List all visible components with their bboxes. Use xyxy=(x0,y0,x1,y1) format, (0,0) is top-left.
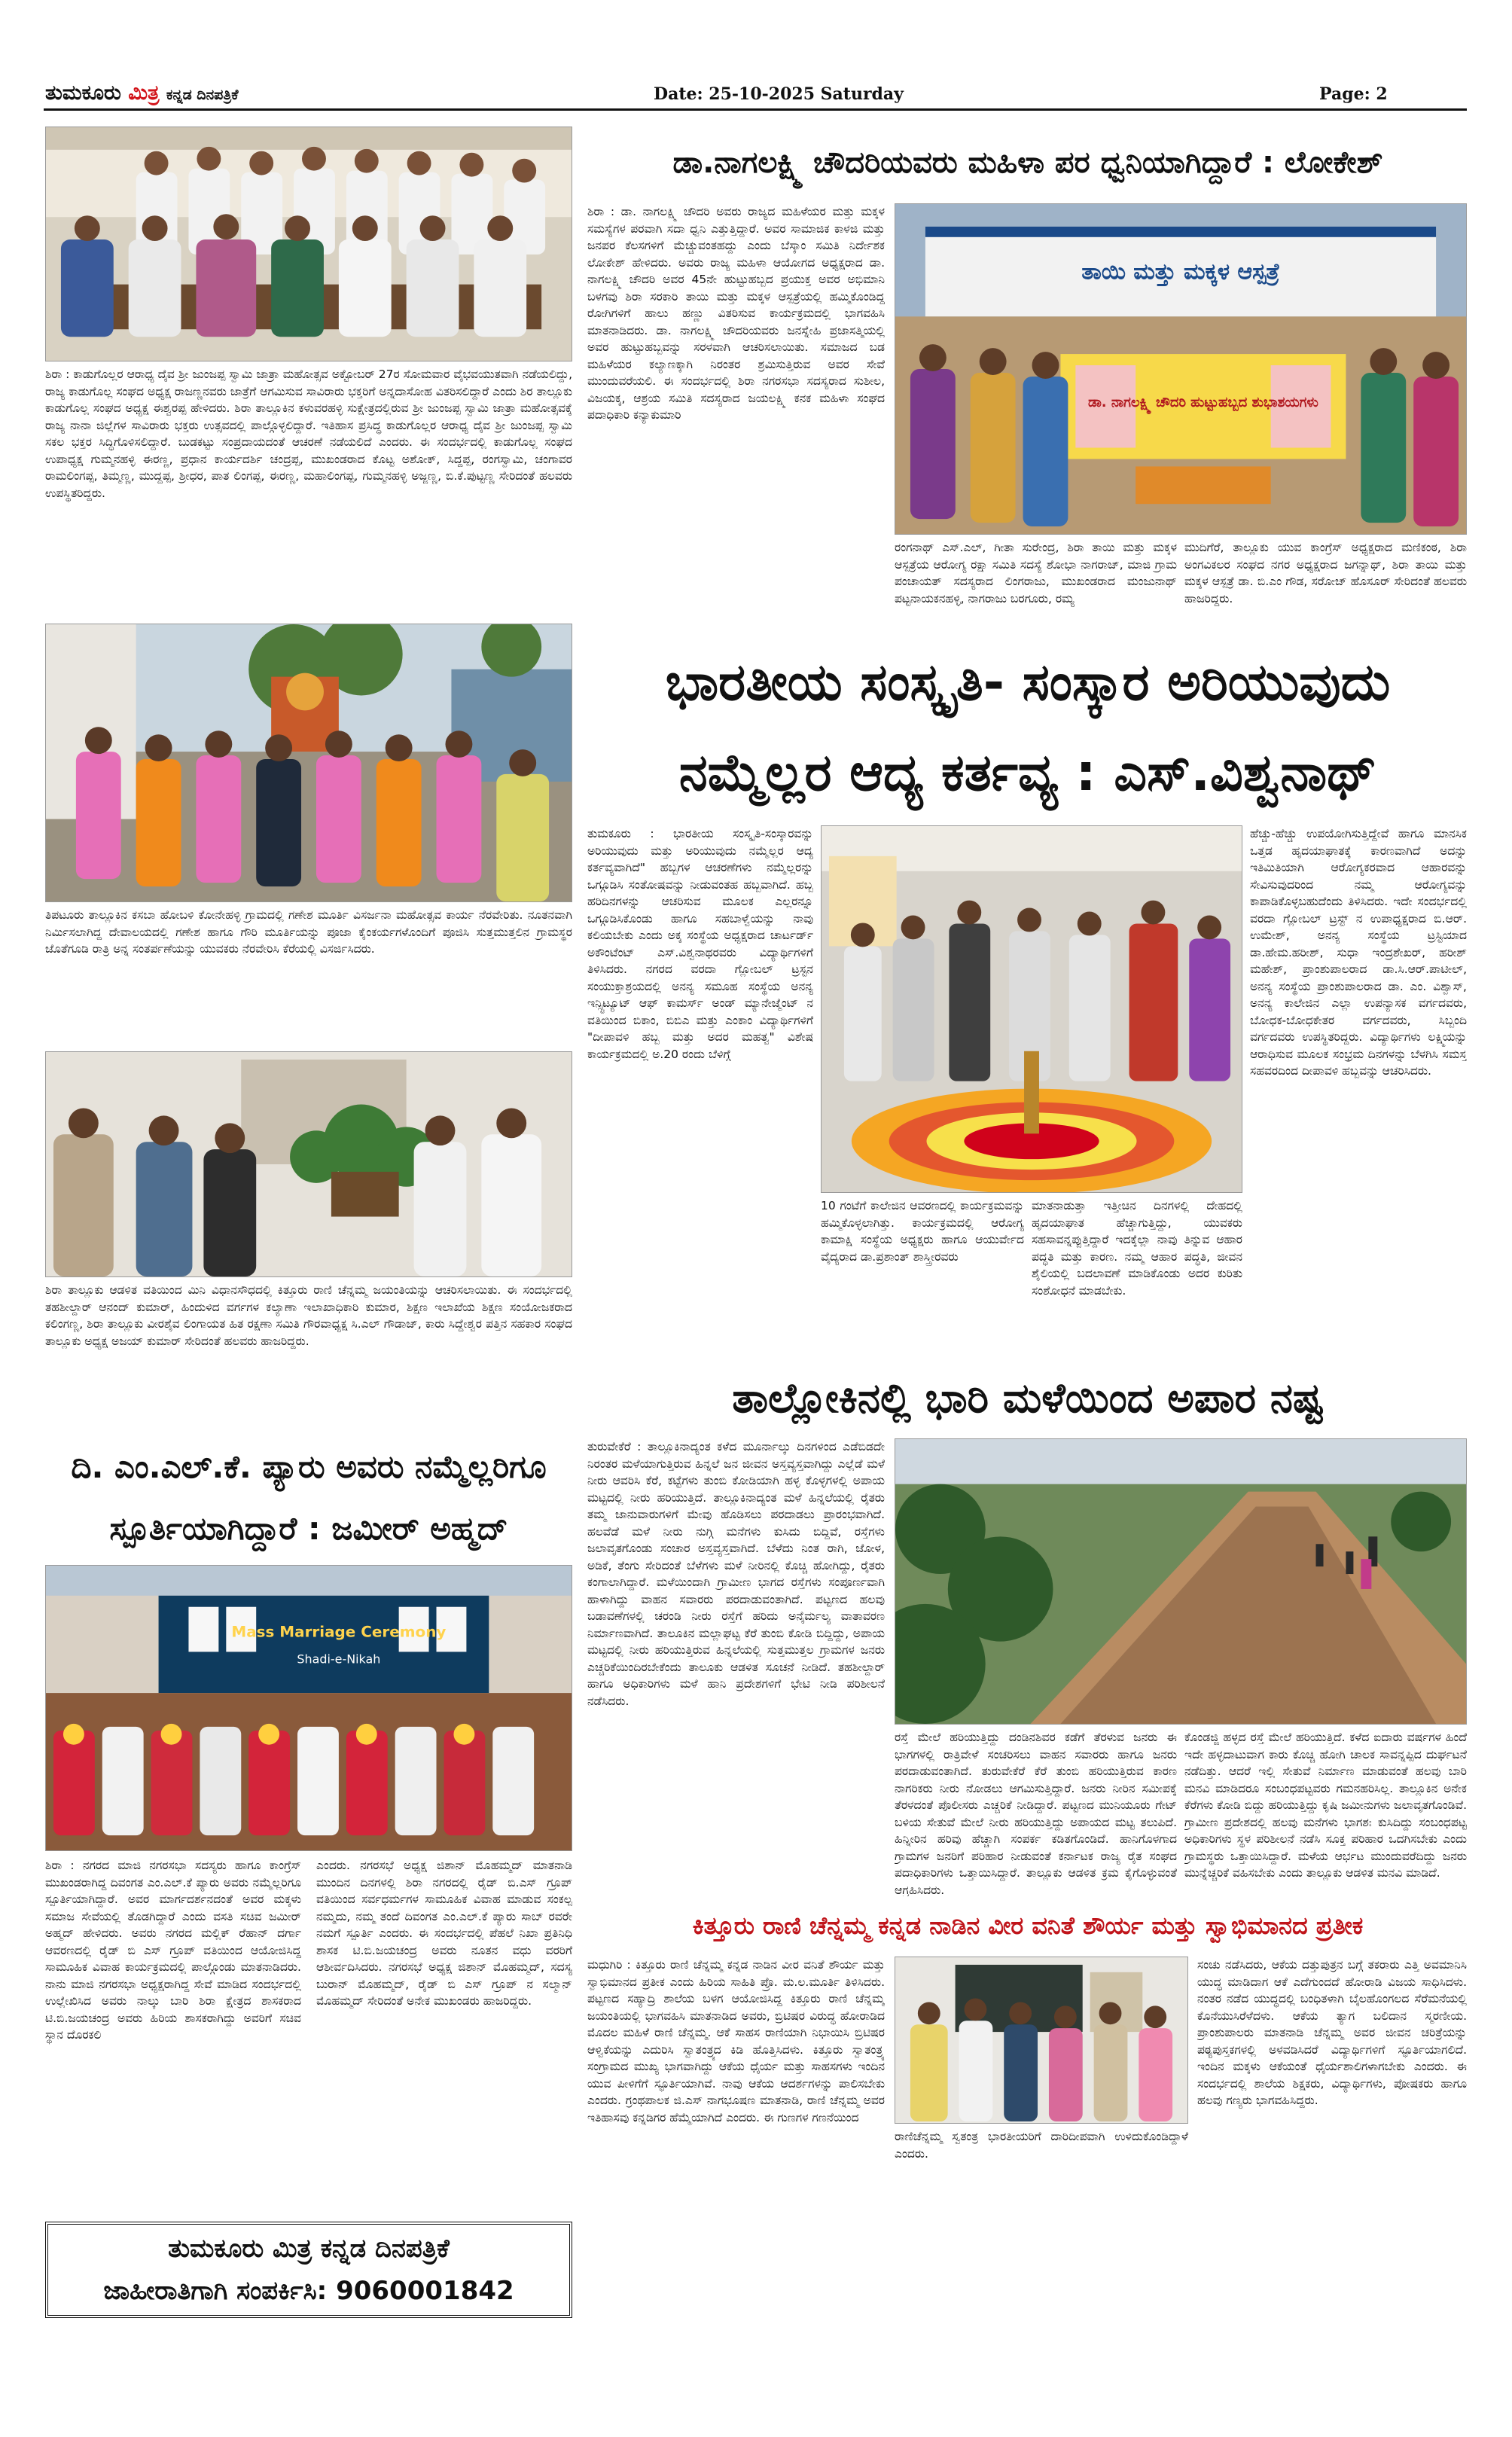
story-chennamma-left: ಮಧುಗಿರಿ : ಕಿತ್ತೂರು ರಾಣಿ ಚೆನ್ನಮ್ಮ ಕನ್ನಡ ನಾಡಿನ ವೀರ ವನಿತೆ ಶೌರ್ಯ ಮತ್ತು ಸ್ವಾಭಿಮಾನದ ಪ್ರತೀಕ ಎಂದು ಹಿರಿಯ ಸಾಹಿತಿ ಪ್ರೊ. ಮ.ಲ.ಮೂರ್ತಿ ತಿಳಿಸಿದರು. ಪಟ್ಟಣದ ಸಹ್ಯಾದ್ರಿ ಶಾಲೆಯ ಬಳಗ ಆಯೋಜಿಸಿದ್ದ ಕಿತ್ತೂರು ರಾಣಿ ಚೆನ್ನಮ್ಮ ಜಯಂತಿಯಲ್ಲಿ ಭಾಗವಹಿಸಿ ಮಾತನಾಡಿದ ಅವರು, ಬ್ರಿಟಿಷರ ವಿರುದ್ಧ ಹೋರಾಡಿದ ಮೊದಲ ಮಹಿಳೆ ರಾಣಿ ಚೆನ್ನಮ್ಮ. ಆಕೆ ಸಾಹಸ ರಾಣಿಯಾಗಿ ನಿಭಾಯಿಸಿ ಬ್ರಿಟಿಷರ ಆಳ್ವಿಕೆಯನ್ನು ಎದುರಿಸಿ ಸ್ವಾತಂತ್ರ್ಯದ ಕಿಡಿ ಹೊತ್ತಿಸಿದಳು. ಕಿತ್ತೂರು ಸ್ವಾತಂತ್ರ್ಯ ಸಂಗ್ರಾಮದ ಮುಖ್ಯ ಭಾಗವಾಗಿದ್ದು ಆಕೆಯ ಧೈರ್ಯ ಮತ್ತು ಸಾಹಸಗಳು ಇಂದಿನ ಯುವ ಪೀಳಿಗೆಗೆ ಸ್ಫೂರ್ತಿಯಾಗಿವೆ. ನಾವು ಆಕೆಯ ಆದರ್ಶಗಳನ್ನು ಪಾಲಿಸಬೇಕು ಎಂದರು. ಗ್ರಂಥಪಾಲಕ ಜಿ.ಎಸ್ ನಾಗಭೂಷಣ ಮಾತನಾಡಿ, ರಾಣಿ ಚೆನ್ನಮ್ಮ ಅವರ ಇತಿಹಾಸವು ಕನ್ನಡಿಗರ ಹೆಮ್ಮೆಯಾಗಿದೆ ಎಂದರು. ಈ ಗುಣಗಳ ಗಣನೆಯಿಂದ xyxy=(587,1958,885,2124)
banner-text-mass-marriage: Mass Marriage Ceremony xyxy=(231,1623,447,1641)
story-nagalakshmi-bottom-a: ರಂಗನಾಥ್ ಎಸ್.ಎಲ್, ಗೀತಾ ಸುರೇಂದ್ರ, ಶಿರಾ ತಾಯಿ ಮತ್ತು ಮಕ್ಕಳ ಆಸ್ಪತ್ರೆಯ ಆರೋಗ್ಯ ರಕ್ಷಾ ಸಮಿತಿ ಸದಸ್ಯೆ ಶೋಭಾ ನಾಗರಾಜ್, ಮಾಜಿ ಗ್ರಾಮ ಪಂಚಾಯತ್ ಸದಸ್ಯರಾದ ಲಿಂಗರಾಜು, ಮುಖಂಡರಾದ ಮಂಜುನಾಥ್ ಪಟ್ಟನಾಯಕನಹಳ್ಳಿ, ನಾಗರಾಜು ಬರಗೂರು, ರಮ್ಯ xyxy=(895,541,1177,605)
story-samskruti-mid: 10 ಗಂಟೆಗೆ ಕಾಲೇಜಿನ ಆವರಣದಲ್ಲಿ ಕಾರ್ಯಕ್ರಮವನ್ನು ಹಮ್ಮಿಕೊಳ್ಳಲಾಗಿತ್ತು. ಕಾರ್ಯಕ್ರಮದಲ್ಲಿ ಆರೋಗ್ಯ ಕಾಮಾಕ್ಷಿ ಸಂಸ್ಥೆಯ ಅಧ್ಯಕ್ಷರು ಹಾಗೂ ಆಯುರ್ವೇದ ವೈದ್ಯರಾದ ಡಾ.ಪ್ರಶಾಂತ್ ಶಾಸ್ತ್ರೀರವರು xyxy=(821,1199,1024,1264)
masthead xyxy=(45,81,239,105)
headline-heavy-rain: ತಾಲ್ಲೋಕಿನಲ್ಲಿ ಭಾರಿ ಮಳೆಯಿಂದ ಅಪಾರ ನಷ್ಟ xyxy=(732,1374,1324,1422)
story-rain-right: ಕೊಂಡಜ್ಜಿ ಹಳ್ಳದ ರಸ್ತೆ ಮೇಲೆ ಹರಿಯುತ್ತಿದೆ. ಕಳೆದ ಐದಾರು ವರ್ಷಗಳ ಹಿಂದೆ ಇದೇ ಹಳ್ಳದಾಟುವಾಗ ಕಾರು ಕೊಚ್ಚಿ ಹೋಗಿ ಚಾಲಕ ಸಾವನ್ನಪ್ಪಿದ ದುರ್ಘಟನೆ ನಡೆದಿತ್ತು. ಆದರೆ ಇಲ್ಲಿ ಸೇತುವೆ ನಿರ್ಮಾಣ ಮಾಡುವಂತೆ ಹಲವು ಬಾರಿ ಮನವಿ ಮಾಡಿದರೂ ಸಂಬಂಧಪಟ್ಟವರು ಗಮನಹರಿಸಿಲ್ಲ. ತಾಲ್ಲೂಕಿನ ಅನೇಕ ಕೆರೆಗಳು ಕೋಡಿ ಬಿದ್ದು ಹರಿಯುತ್ತಿದ್ದು ಕೃಷಿ ಜಮೀನುಗಳು ಜಲಾವೃತಗೊಂಡಿವೆ. ಗ್ರಾಮೀಣ ಪ್ರದೇಶದಲ್ಲಿ ಹಲವು ಮನೆಗಳು ಭಾಗಶಃ ಕುಸಿದಿದ್ದು ಸಂಬಂಧಪಟ್ಟ ಅಧಿಕಾರಿಗಳು ಸ್ಥಳ ಪರಿಶೀಲನೆ ನಡೆಸಿ ಸೂಕ್ತ ಪರಿಹಾರ ಒದಗಿಸಬೇಕು ಎಂದು ಗ್ರಾಮಸ್ಥರು ಒತ್ತಾಯಿಸಿದ್ದಾರೆ. ಮಳೆಯ ಆರ್ಭಟ ಮುಂದುವರೆದಿದ್ದು ಜನರು ಮುನ್ನೆಚ್ಚರಿಕೆ ವಹಿಸಬೇಕು ಎಂದು ತಾಲ್ಲೂಕು ಆಡಳಿತ ಮನವಿ ಮಾಡಿದೆ. xyxy=(1184,1731,1467,1880)
story-rain-mid: ರಸ್ತೆ ಮೇಲೆ ಹರಿಯುತ್ತಿದ್ದು ದಂಡಿನಶಿವರ ಕಡೆಗೆ ತೆರಳುವ ಜನರು ಈ ಭಾಗಗಳಲ್ಲಿ ರಾತ್ರಿವೇಳೆ ಸಂಚರಿಸಲು ವಾಹನ ಸವಾರರು ಹಾಗೂ ಜನರು ಪರದಾಡುವಂತಾಗಿದೆ. ತುರುವೇಕೆರೆ ಕೆರೆ ತುಂಬಿ ಹರಿಯುತ್ತಿರುವ ಕಾರಣ ನಾಗರಿಕರು ನೀರು ನೋಡಲು ಆಗಮಿಸುತ್ತಿದ್ದಾರೆ. ಜನರು ನೀರಿನ ಸಮೀಪಕ್ಕೆ ತೆರಳದಂತೆ ಪೊಲೀಸರು ಎಚ್ಚರಿಕೆ ನೀಡಿದ್ದಾರೆ. ಪಟ್ಟಣದ ಮುನಿಯೂರು ಗೇಟ್ ಬಳಿಯ ಸೇತುವೆ ಮೇಲೆ ನೀರು ಹರಿಯುತ್ತಿದ್ದು ಅಪಾಯದ ಮಟ್ಟ ತಲುಪಿದೆ. ಹಿನ್ನೀರಿನ ಹರಿವು ಹೆಚ್ಚಾಗಿ ಸಂಪರ್ಕ ಕಡಿತಗೊಂಡಿದೆ. ಹಾನಿಗೊಳಗಾದ ಗ್ರಾಮಗಳ ಜನರಿಗೆ ಪರಿಹಾರ ನೀಡುವಂತೆ ಕರ್ನಾಟಕ ರಾಜ್ಯ ರೈತ ಸಂಘದ ಪದಾಧಿಕಾರಿಗಳು ಒತ್ತಾಯಿಸಿದ್ದಾರೆ. ತಾಲ್ಲೂಕು ಆಡಳಿತ ಕ್ರಮ ಕೈಗೊಳ್ಳುವಂತೆ ಆಗ್ರಹಿಸಿದರು. xyxy=(895,1731,1177,1896)
story-chennamma-right: ಸಂಚು ನಡೆಸಿದರು, ಆಕೆಯ ದತ್ತುಪುತ್ರನ ಬಗ್ಗೆ ತಕರಾರು ಎತ್ತಿ ಅವಮಾನಿಸಿ ಯುದ್ಧ ಮಾಡಿದಾಗ ಆಕೆ ಎದೆಗುಂದದೆ ಹೋರಾಡಿ ವಿಜಯ ಸಾಧಿಸಿದಳು. ನಂತರ ನಡೆದ ಯುದ್ಧದಲ್ಲಿ ಬಂಧಿತಳಾಗಿ ಬೈಲಹೊಂಗಲದ ಸೆರೆಮನೆಯಲ್ಲಿ ಕೊನೆಯುಸಿರೆಳೆದಳು. ಆಕೆಯ ತ್ಯಾಗ ಬಲಿದಾನ ಸ್ಮರಣೀಯ. ಪ್ರಾಂಶುಪಾಲರು ಮಾತನಾಡಿ ಚೆನ್ನಮ್ಮ ಅವರ ಜೀವನ ಚರಿತ್ರೆಯನ್ನು ಪಠ್ಯಪುಸ್ತಕಗಳಲ್ಲಿ ಅಳವಡಿಸಿದರೆ ವಿದ್ಯಾರ್ಥಿಗಳಿಗೆ ಸ್ಫೂರ್ತಿಯಾಗಲಿದೆ. ಇಂದಿನ ಮಕ್ಕಳು ಆಕೆಯಂತೆ ಧೈರ್ಯಶಾಲಿಗಳಾಗಬೇಕು ಎಂದರು. ಈ ಸಂದರ್ಭದಲ್ಲಿ ಶಾಲೆಯ ಶಿಕ್ಷಕರು, ವಿದ್ಯಾರ್ಥಿಗಳು, ಪೋಷಕರು ಹಾಗೂ ಹಲವು ಗಣ್ಯರು ಭಾಗವಹಿಸಿದ್ದರು. xyxy=(1197,1958,1467,2107)
caption-ganesha-visarjane: ತಿಪಟೂರು ತಾಲ್ಲೂಕಿನ ಕಸಬಾ ಹೋಬಳಿ ಕೋನೇಹಳ್ಳಿ ಗ್ರಾಮದಲ್ಲಿ ಗಣೇಶ ಮೂರ್ತಿ ವಿಸರ್ಜನಾ ಮಹೋತ್ಸವ ಕಾರ್ಯ ನೆರವೇರಿತು. ನೂತನವಾಗಿ ನಿರ್ಮಿಸಲಾಗಿದ್ದ ದೇವಾಲಯದಲ್ಲಿ ಗಣೇಶ ಹಾಗೂ ಗೌರಿ ಮೂರ್ತಿಯನ್ನು ಪೂಜಾ ಕೈಂಕರ್ಯಗಳೊಂದಿಗೆ ಪೂಜಿಸಿ ಸುತ್ತಮುತ್ತಲಿನ ಗ್ರಾಮಸ್ಥರ ಜೊತೆಗೂಡಿ ರಾತ್ರಿ ಅನ್ನ ಸಂತರ್ಪಣೆಯನ್ನು ಯುವಕರು ನೆರವೇರಿಸಿ ಕೆರೆಯಲ್ಲಿ ವಿಸರ್ಜಿಸಿದರು. xyxy=(45,908,572,956)
page-number: Page: 2 xyxy=(1319,84,1388,104)
headline-nagalakshmi: ಡಾ.ನಾಗಲಕ್ಷ್ಮಿ ಚೌದರಿಯವರು ಮಹಿಳಾ ಪರ ಧ್ವನಿಯಾಗಿದ್ದಾರೆ : ಲೋಕೇಶ್ xyxy=(672,145,1383,180)
ad-line-contact: ಜಾಹೀರಾತಿಗಾಗಿ ಸಂಪರ್ಕಿಸಿ: 9060001842 xyxy=(103,2276,514,2306)
photo-ganesha-procession xyxy=(45,624,572,902)
birthday-banner-text: ಡಾ. ನಾಗಲಕ್ಷ್ಮಿ ಚೌದರಿ ಹುಟ್ಟುಹಬ್ಬದ ಶುಭಾಶಯಗಳು xyxy=(1088,394,1318,410)
headline-kittur-chennamma: ಕಿತ್ತೂರು ರಾಣಿ ಚೆನ್ನಮ್ಮ ಕನ್ನಡ ನಾಡಿನ ವೀರ ವನಿತೆ ಶೌರ್ಯ ಮತ್ತು ಸ್ವಾಭಿಮಾನದ ಪ್ರತೀಕ xyxy=(692,1911,1364,1940)
photo-flooded-road xyxy=(895,1438,1467,1725)
photo-hospital-celebration xyxy=(895,203,1467,535)
story-rain-left: ತುರುವೇಕೆರೆ : ತಾಲ್ಲೂಕಿನಾದ್ಯಂತ ಕಳೆದ ಮೂರ್ನಾಲ್ಕು ದಿನಗಳಿಂದ ಎಡೆಬಿಡದೇ ನಿರಂತರ ಮಳೆಯಾಗುತ್ತಿರುವ ಹಿನ್ನಲೆ ಜನ ಜೀವನ ಅಸ್ತವ್ಯಸ್ತವಾಗಿದ್ದು ಎಲ್ಲೆಡೆ ಮಳೆ ನೀರು ಆವರಿಸಿ ಕೆರೆ, ಕಟ್ಟೆಗಳು ತುಂಬಿ ಕೋಡಿಯಾಗಿ ಹಳ್ಳ ಕೊಳ್ಳಗಳಲ್ಲಿ ಅಪಾಯ ಮಟ್ಟದಲ್ಲಿ ನೀರು ಹರಿಯುತ್ತಿದೆ. ತಾಲ್ಲೂಕಿನಾದ್ಯಂತ ಮಳೆ ಹಿನ್ನಲೆಯಲ್ಲಿ ರೈತರು ತಮ್ಮ ಜಾನುವಾರುಗಳಿಗೆ ಮೇವು ಹೊಡಿಸಲು ಪರದಾಡಲು ಪ್ರಾರಂಭವಾಗಿದೆ. ಹಲವೆಡೆ ಮಳೆ ನೀರು ನುಗ್ಗಿ ಮನೆಗಳು ಕುಸಿದು ಬಿದ್ದಿವೆ, ರಸ್ತೆಗಳು ಜಲಾವೃತಗೊಂಡು ಸಂಚಾರ ಅಸ್ತವ್ಯಸ್ತವಾಗಿದೆ. ಬೆಳೆದು ನಿಂತ ರಾಗಿ, ಜೋಳ, ಅಡಿಕೆ, ತೆಂಗು ಸೇರಿದಂತೆ ಬೆಳೆಗಳು ಮಳೆ ನೀರಿನಲ್ಲಿ ಕೊಚ್ಚಿ ಹೋಗಿದ್ದು, ರೈತರು ಕಂಗಾಲಾಗಿದ್ದಾರೆ. ಮಳೆಯಿಂದಾಗಿ ಗ್ರಾಮೀಣ ಭಾಗದ ರಸ್ತೆಗಳು ಸಂಪೂರ್ಣವಾಗಿ ಹಾಳಾಗಿದ್ದು ವಾಹನ ಸವಾರರು ಪರದಾಡುವಂತಾಗಿದೆ. ಪಟ್ಟಣದ ಹಲವು ಬಡಾವಣೆಗಳಲ್ಲಿ ಚರಂಡಿ ನೀರು ರಸ್ತೆಗೆ ಹರಿದು ಅನೈರ್ಮಲ್ಯ ವಾತಾವರಣ ನಿರ್ಮಾಣವಾಗಿದೆ. ತಾಲೂಕಿನ ಮಲ್ಲಾಘಟ್ಟ ಕೆರೆ ತುಂಬಿ ಕೋಡಿ ಬಿದ್ದಿದ್ದು, ಅಪಾಯ ಮಟ್ಟದಲ್ಲಿ ನೀರು ಹರಿಯುತ್ತಿರುವ ಹಿನ್ನಲೆಯಲ್ಲಿ ಸುತ್ತಮುತ್ತಲ ಗ್ರಾಮಗಳ ಜನರು ಎಚ್ಚರಿಕೆಯಿಂದಿರಬೇಕೆಂದು ತಾಲೂಕು ಆಡಳಿತ ಸೂಚನೆ ನೀಡಿದೆ. ತಹಶೀಲ್ದಾರ್ ಹಾಗೂ ಅಧಿಕಾರಿಗಳು ಮಳೆ ಹಾನಿ ಪ್ರದೇಶಗಳಿಗೆ ಭೇಟಿ ನೀಡಿ ಪರಿಶೀಲನೆ ನಡೆಸಿದರು. xyxy=(587,1440,885,1708)
photo-group-meeting xyxy=(45,127,572,361)
caption-chennamma-school: ರಾಣಿಚೆನ್ನಮ್ಮ ಸ್ವತಂತ್ರ ಭಾರತೀಯರಿಗೆ ದಾರಿದೀಪವಾಗಿ ಉಳಿದುಕೊಂಡಿದ್ದಾಳೆ ಎಂದರು. xyxy=(895,2130,1188,2161)
story-samskruti-right: ಹೆಚ್ಚು-ಹೆಚ್ಚು ಉಪಯೋಗಿಸುತ್ತಿದ್ದೇವೆ ಹಾಗೂ ಮಾನಸಿಕ ಒತ್ತಡ ಹೃದಯಾಘಾತಕ್ಕೆ ಕಾರಣವಾಗಿದೆ ಅದನ್ನು ಇತಿಮಿತಿಯಾಗಿ ಆರೋಗ್ಯಕರವಾದ ಆಹಾರವನ್ನು ಸೇವಿಸುವುದರಿಂದ ನಮ್ಮ ಆರೋಗ್ಯವನ್ನು ಕಾಪಾಡಿಕೊಳ್ಳಬಹುದೆಂದು ತಿಳಿಸಿದರು. ಇದೇ ಸಂದರ್ಭದಲ್ಲಿ ವರದಾ ಗ್ಲೋಬಲ್ ಟ್ರಸ್ಟ್ ನ ಉಪಾಧ್ಯಕ್ಷರಾದ ಬಿ.ಆರ್. ಉಮೇಶ್, ಅನನ್ಯ ಸಂಸ್ಥೆಯ ಟ್ರಸ್ಟಿಯಾದ ಡಾ.ಹೇಮ.ಹರೀಶ್, ಸುಧಾ ಇಂದ್ರಶೇಖರ್, ಹರೀಶ್ ಮಹೇಶ್, ಪ್ರಾಂಶುಪಾಲರಾದ ಡಾ.ಸಿ.ಆರ್.ಪಾಟೀಲ್, ಅನನ್ಯ ಸಂಸ್ಥೆಯ ಪ್ರಾಂಶುಪಾಲರಾದ ಡಾ. ಎಂ. ವಿಶ್ವಾಸ್, ಅನನ್ಯ ಕಾಲೇಜಿನ ಎಲ್ಲಾ ಉಪನ್ಯಾಸಕ ವರ್ಗದವರು, ಬೋಧಕ-ಬೋಧಕೇತರ ವರ್ಗದವರು, ಸಿಬ್ಬಂದಿ ವರ್ಗದವರು ಉಪಸ್ಥಿತರಿದ್ದರು. ವಿದ್ಯಾರ್ಥಿಗಳು ಲಕ್ಷ್ಮಿಯನ್ನು ಆರಾಧಿಸುವ ಮೂಲಕ ಸಂಭ್ರಮ ದಿನಗಳನ್ನು ಬೆಳಗಿಸಿ ಸಮಸ್ತ ಸಹವರದಿಂದ ದೀಪಾವಳಿ ಹಬ್ಬವನ್ನು ಆಚರಿಸಿದರು. xyxy=(1250,827,1467,1078)
headline-mlk-pyaru-1: ದಿ. ಎಂ.ಎಲ್.ಕೆ. ಪ್ಯಾರು ಅವರು ನಮ್ಮೆಲ್ಲರಿಗೂ xyxy=(71,1448,547,1485)
story-mlk-pyaru-col2: ಎಂದರು. ನಗರಸಭೆ ಅಧ್ಯಕ್ಷ ಜಿಶಾನ್ ಮೊಹಮ್ಮದ್ ಮಾತನಾಡಿ ಮುಂದಿನ ದಿನಗಳಲ್ಲಿ ಶಿರಾ ನಗರದಲ್ಲಿ ರೈಡ್ ಬಿ.ಎಸ್ ಗ್ರೂಪ್ ವತಿಯಿಂದ ಸರ್ವಧರ್ಮಗಳ ಸಾಮೂಹಿಕ ವಿವಾಹ ಮಾಡುವ ಸಂಕಲ್ಪ ನಮ್ಮದು, ನಮ್ಮ ತಂದೆ ದಿವಂಗತ ಎಂ.ಎಲ್.ಕೆ ಪ್ಯಾರು ಸಾಬ್ ರವರೇ ನಮಗೆ ಸ್ಪೂರ್ತಿ ಎಂದರು. ಈ ಸಂದರ್ಭದಲ್ಲಿ ಪೆಹಲೆ ನಿಖಾ ಪ್ರತಿನಿಧಿ ಶಾಸಕ ಟಿ.ಬಿ.ಜಯಚಂದ್ರ ಅವರು ನೂತನ ವಧು ವರರಿಗೆ ಆಶೀರ್ವದಿಸಿದರು. ನಗರಸಭೆ ಅಧ್ಯಕ್ಷ ಜಿಶಾನ್ ಮೊಹಮ್ಮದ್, ಸದಸ್ಯ ಬುರಾನ್ ಮೊಹಮ್ಮದ್, ರೈಡ್ ಬಿ ಎಸ್ ಗ್ರೂಪ್ ನ ಸಲ್ಮಾನ್ ಮೊಹಮ್ಮದ್ ಸೇರಿದಂತೆ ಅನೇಕ ಮುಖಂಡರು ಹಾಜರಿದ್ದರು. xyxy=(316,1859,572,2008)
issue-date: Date: 25-10-2025 Saturday xyxy=(654,84,904,104)
headline-bharatiya-samskruti-1: ಭಾರತೀಯ ಸಂಸ್ಕೃತಿ- ಸಂಸ್ಕಾರ ಅರಿಯುವುದು xyxy=(665,653,1391,712)
photo-deepavali-lamp-lighting xyxy=(821,825,1242,1193)
story-samskruti-left: ತುಮಕೂರು : ಭಾರತೀಯ ಸಂಸ್ಕೃತಿ-ಸಂಸ್ಕಾರವನ್ನು ಅರಿಯುವುದು ಮತ್ತು ಅರಿಯುವುದು ನಮ್ಮೆಲ್ಲರ ಆದ್ಯ ಕರ್ತವ್ಯವಾಗಿದೆ" ಹಬ್ಬಗಳ ಆಚರಣೆಗಳು ನಮ್ಮೆಲ್ಲರನ್ನು ಒಗ್ಗೂಡಿಸಿ ಸಂತೋಷವನ್ನು ನೀಡುವಂತಹ ಹಬ್ಬವಾಗಿದೆ. ಹಬ್ಬ ಹರಿದಿನಗಳನ್ನು ಆಚರಿಸುವ ಮೂಲಕ ಎಲ್ಲರನ್ನೂ ಒಗ್ಗೂಡಿಸಿಕೊಂಡು ಹಾಗೂ ಸಹಬಾಳ್ವೆಯನ್ನು ನಾವು ಕಲಿಯಬೇಕು ಎಂದು ಅಕ್ಕ ಸಂಸ್ಥೆಯ ಅಧ್ಯಕ್ಷರಾದ ಚಾರ್ಟರ್ಡ್ ಅಕೌಂಟೆಂಟ್ ಎಸ್.ವಿಶ್ವನಾಥರವರು ವಿದ್ಯಾರ್ಥಿಗಳಿಗೆ ತಿಳಿಸಿದರು. ನಗರದ ವರದಾ ಗ್ಲೋಬಲ್ ಟ್ರಸ್ಟನ ಸಂಯುಕ್ತಾಶ್ರಯದಲ್ಲಿ ಅನನ್ಯ ಸಮೂಹ ಸಂಸ್ಥೆಯ ಅನನ್ಯ ಇನ್ಸ್ಟಿಟ್ಯೂಟ್ ಆಫ್ ಕಾಮರ್ಸ್ ಅಂಡ್ ಮ್ಯಾನೇಜ್ಮೆಂಟ್ ನ ವತಿಯಿಂದ ಬಿಕಾಂ, ಬಿಬಿಎ ಮತ್ತು ಎಂಕಾಂ ವಿದ್ಯಾರ್ಥಿಗಳಿಗೆ "ದೀಪಾವಳಿ ಹಬ್ಬ ಮತ್ತು ಅದರ ಮಹತ್ವ" ವಿಶೇಷ ಕಾರ್ಯಕ್ರಮದಲ್ಲಿ ಅ.20 ರಂದು ಬೆಳಿಗ್ಗೆ xyxy=(587,827,813,1061)
caption-chennamma-sira: ಶಿರಾ ತಾಲ್ಲೂಕು ಆಡಳಿತ ವತಿಯಿಂದ ಮಿನಿ ವಿಧಾನಸೌಧದಲ್ಲಿ ಕಿತ್ತೂರು ರಾಣಿ ಚೆನ್ನಮ್ಮ ಜಯಂತಿಯನ್ನು ಆಚರಿಸಲಾಯಿತು. ಈ ಸಂದರ್ಭದಲ್ಲಿ ತಹಶೀಲ್ದಾರ್ ಆನಂದ್ ಕುಮಾರ್, ಹಿಂದುಳಿದ ವರ್ಗಗಳ ಕಲ್ಯಾಣಾ ಇಲಾಖಾಧಿಕಾರಿ ಕುಮಾರ, ಶಿಕ್ಷಣ ಇಲಾಖೆಯ ಶಿಕ್ಷಣ ಸಂಯೋಜಕರಾದ ಕಲಿಂಗಣ್ಣ, ಶಿರಾ ತಾಲ್ಲೂಕು ವೀರಶೈವ ಲಿಂಗಾಯತ ಹಿತ ರಕ್ಷಣಾ ಸಮಿತಿ ಗೌರವಾಧ್ಯಕ್ಷ ಸಿ.ಎಲ್ ಗೌಡಾಜ್, ಕಾರು ಸಿದ್ದೇಶ್ವರ ಪತ್ತಿನ ಸಹಕಾರ ಸಂಘದ ತಾಲ್ಲೂಕು ಅಧ್ಯಕ್ಷ ಅಜಯ್ ಕುಮಾರ್ ಸೇರಿದಂತೆ ಹಲವರು ಹಾಜರಿದ್ದರು. xyxy=(45,1283,572,1348)
hospital-sign-text: ತಾಯಿ ಮತ್ತು ಮಕ್ಕಳ ಆಸ್ಪತ್ರೆ xyxy=(1081,258,1280,285)
headline-mlk-pyaru-2: ಸ್ಪೂರ್ತಿಯಾಗಿದ್ದಾರೆ : ಜಮೀರ್ ಅಹ್ಮದ್ xyxy=(109,1510,508,1547)
photo-chennamma-school xyxy=(895,1957,1188,2124)
masthead-subtitle: ಕನ್ನಡ ದಿನಪತ್ರಿಕೆ xyxy=(166,87,239,103)
photo-chennamma-jayanti xyxy=(45,1051,572,1277)
masthead-name: ತುಮಕೂರು xyxy=(45,81,121,105)
advertisement-box xyxy=(45,2222,572,2318)
story-mlk-pyaru-col1: ಶಿರಾ : ನಗರದ ಮಾಜಿ ನಗರಸಭಾ ಸದಸ್ಯರು ಹಾಗೂ ಕಾಂಗ್ರೆಸ್ ಮುಖಂಡರಾಗಿದ್ದ ದಿವಂಗತ ಎಂ.ಎಲ್.ಕೆ ಪ್ಯಾರು ಅವರು ನಮ್ಮೆಲ್ಲರಿಗೂ ಸ್ಪೂರ್ತಿಯಾಗಿದ್ದಾರೆ. ಅವರ ಮಾರ್ಗದರ್ಶನದಂತೆ ಅವರ ಮಕ್ಕಳು ಸಮಾಜ ಸೇವೆಯಲ್ಲಿ ತೊಡಗಿದ್ದಾರೆ ಎಂದು ವಸತಿ ಸಚಿವ ಜಮೀರ್ ಅಹ್ಮದ್ ಹೇಳಿದರು. ಅವರು ನಗರದ ಮಲ್ಲಿಕ್ ರೆಹಾನ್ ದರ್ಗಾ ಆವರಣದಲ್ಲಿ ರೈಡ್ ಬಿ ಎಸ್ ಗ್ರೂಪ್ ವತಿಯಿಂದ ಆಯೋಜಿಸಿದ್ದ ಸಾಮೂಹಿಕ ವಿವಾಹ ಕಾರ್ಯಕ್ರಮದಲ್ಲಿ ಪಾಲ್ಗೊಂಡು ಮಾತನಾಡಿದರು. ನಾನು ಮಾಜಿ ನಗರಸಭಾ ಅಧ್ಯಕ್ಷರಾಗಿದ್ದ ಸೇವೆ ಮಾಡಿದ ಸಂದರ್ಭದಲ್ಲಿ ಉಲ್ಲೇಖಿಸಿದ ಅವರು ನಾಲ್ಕು ಬಾರಿ ಶಿರಾ ಕ್ಷೇತ್ರದ ಶಾಸಕರಾದ ಟಿ.ಬಿ.ಜಯಚಂದ್ರ ಅವರು ಹಿರಿಯ ಶಾಸಕರಾಗಿದ್ದು ಅವರಿಗೆ ಸಚಿವ ಸ್ಥಾನ ದೊರಕಲಿ xyxy=(45,1859,301,2042)
masthead-mitra: ಮಿತ್ರ xyxy=(128,81,160,105)
header-rule xyxy=(44,108,1467,111)
story-samskruti-mid-2: ಮಾತನಾಡುತ್ತಾ ಇತ್ತೀಚಿನ ದಿನಗಳಲ್ಲಿ ದೇಹದಲ್ಲಿ ಹೃದಯಾಘಾತ ಹೆಚ್ಚಾಗುತ್ತಿದ್ದು, ಯುವಕರು ಸಹಸಾವನ್ನಪ್ಪುತ್ತಿದ್ದಾರೆ ಇದಕ್ಕೆಲ್ಲಾ ನಾವು ತಿನ್ನುವ ಆಹಾರ ಪದ್ಧತಿ ಮತ್ತು ಕಾರಣ. ನಮ್ಮ ಆಹಾರ ಪದ್ಧತಿ, ಜೀವನ ಶೈಲಿಯಲ್ಲಿ ಬದಲಾವಣೆ ಮಾಡಿಕೊಂಡು ಅದರ ಕುರಿತು ಸಂಶೋಧನೆ ಮಾಡಬೇಕು. xyxy=(1032,1199,1242,1298)
story-nagalakshmi-main: ಶಿರಾ : ಡಾ. ನಾಗಲಕ್ಷ್ಮಿ ಚೌದರಿ ಅವರು ರಾಜ್ಯದ ಮಹಿಳೆಯರ ಮತ್ತು ಮಕ್ಕಳ ಸಮಸ್ಯೆಗಳ ಪರವಾಗಿ ಸದಾ ಧ್ವನಿ ಎತ್ತುತ್ತಿದ್ದಾರೆ. ಅವರ ಸಾಮಾಜಿಕ ಕಾಳಜಿ ಮತ್ತು ಜನಪರ ಕೆಲಸಗಳಿಗೆ ಮೆಚ್ಚುವಂತಹದ್ದು ಎಂದು ಬೆಸ್ಕಾಂ ಸಮಿತಿ ನಿರ್ದೇಶಕ ಲೋಕೇಶ್ ಹೇಳಿದರು. ಅವರು ರಾಜ್ಯ ಮಹಿಳಾ ಆಯೋಗದ ಅಧ್ಯಕ್ಷರಾದ ಡಾ. ನಾಗಲಕ್ಷ್ಮಿ ಚೌದರಿ ಅವರ 45ನೇ ಹುಟ್ಟುಹಬ್ಬದ ಪ್ರಯುಕ್ತ ಅವರ ಅಭಿಮಾನಿ ಬಳಗವು ಶಿರಾ ಸರಕಾರಿ ತಾಯಿ ಮತ್ತು ಮಕ್ಕಳ ಆಸ್ಪತ್ರೆಯಲ್ಲಿ ಹಮ್ಮಿಕೊಂಡಿದ್ದ ರೋಗಿಗಳಿಗೆ ಹಾಲು ಹಣ್ಣು ವಿತರಿಸುವ ಕಾರ್ಯಕ್ರಮದಲ್ಲಿ ಭಾಗವಹಿಸಿ ಮಾತನಾಡಿದರು. ಡಾ. ನಾಗಲಕ್ಷ್ಮಿ ಚೌದರಿಯವರು ಜನಸ್ನೇಹಿ ಪ್ರಜಾಸತ್ಮಿಯಲ್ಲಿ ಅವರ ಹುಟ್ಟುಹಬ್ಬವನ್ನು ಸರಳವಾಗಿ ಆಚರಿಸಲಾಯಿತು. ಸಮಾಜದ ಬಡ ಮಹಿಳೆಯರ ಕಲ್ಯಾಣಕ್ಕಾಗಿ ನಿರಂತರ ಶ್ರಮಿಸುತ್ತಿರುವ ಅವರ ಸೇವೆ ಮುಂದುವರೆಯಲಿ. ಈ ಸಂದರ್ಭದಲ್ಲಿ ಶಿರಾ ನಗರಸಭಾ ಸದಸ್ಯರಾದ ಸುಶೀಲ, ವಿಜಯಕ್ಕ, ಆಶ್ರಯ ಸಮಿತಿ ಸದಸ್ಯರಾದ ಜಯಲಕ್ಷ್ಮಿ ಕನಕ ಮಹಿಳಾ ಸಂಘದ ಪದಾಧಿಕಾರಿ ಕನ್ಯಾಕುಮಾರಿ xyxy=(587,205,885,422)
ad-line-paper: ತುಮಕೂರು ಮಿತ್ರ ಕನ್ನಡ ದಿನಪತ್ರಿಕೆ xyxy=(168,2234,450,2264)
banner-text-shadi: Shadi-e-Nikah xyxy=(297,1652,381,1667)
photo-mass-marriage xyxy=(45,1565,572,1851)
story-junjappa-jatre: ಶಿರಾ : ಕಾಡುಗೊಲ್ಲರ ಆರಾಧ್ಯ ದೈವ ಶ್ರೀ ಜುಂಜಪ್ಪ ಸ್ವಾಮಿ ಜಾತ್ರಾ ಮಹೋತ್ಸವ ಅಕ್ಟೋಬರ್ 27ರ ಸೋಮವಾರ ವೈಭವಯುತವಾಗಿ ನಡೆಯಲಿದ್ದು, ರಾಜ್ಯ ಕಾಡುಗೊಲ್ಲ ಸಂಘದ ಅಧ್ಯಕ್ಷ ರಾಜಣ್ಣನವರು ಜಾತ್ರೆಗೆ ಆಗಮಿಸುವ ಸಾವಿರಾರು ಭಕ್ತರಿಗೆ ಅನ್ನದಾಸೋಹ ವಿತರಿಸಲಿದ್ದಾರೆ ಎಂದು ಶಿರ ತಾಲ್ಲೂಕು ಕಾಡುಗೊಲ್ಲ ಸಂಘದ ಅಧ್ಯಕ್ಷ ಈಶ್ವರಪ್ಪ ಹೇಳಿದರು. ಶಿರಾ ತಾಲ್ಲೂಕಿನ ಕಳುವರಹಳ್ಳಿ ಸುಕ್ಷೇತ್ರದಲ್ಲಿರುವ ಶ್ರೀ ಜುಂಜಪ್ಪ ಸ್ವಾಮಿ ಜಾತ್ರಾ ಮಹೋತ್ಸವಕ್ಕೆ ರಾಜ್ಯ ನಾನಾ ಜಿಲ್ಲೆಗಳ ಸಾವಿರಾರು ಭಕ್ತರು ಉತ್ಸವದಲ್ಲಿ ಪಾಲ್ಗೊಳ್ಳಲಿದ್ದಾರೆ. ಇತಿಹಾಸ ಪ್ರಸಿದ್ಧ ಕಾಡುಗೊಲ್ಲರ ಆರಾಧ್ಯ ದೈವ ಶ್ರೀ ಜುಂಜಪ್ಪ ಸ್ವಾಮಿ ಸಕಲ ಭಕ್ತರ ಸಿದ್ಧಿಗೊಳಿಸಲಿದ್ದಾರೆ. ಬುಡಕಟ್ಟು ಸಂಪ್ರದಾಯದಂತೆ ಆಚರಣೆ ನಡೆಯಲಿದೆ ಎಂದರು. ಈ ಸಂದರ್ಭದಲ್ಲಿ ಕಾಡುಗೊಲ್ಲ ಸಂಘದ ಉಪಾಧ್ಯಕ್ಷ ಗುಮ್ಮನಹಳ್ಳಿ ಈರಣ್ಣ, ಪ್ರಧಾನ ಕಾರ್ಯದರ್ಶಿ ಚಂದ್ರಪ್ಪ, ಮುಖಂಡರಾದ ಕೊಟ್ಟ ಅಶೋಕ್, ಸಿದ್ದಪ್ಪ, ರಂಗಸ್ವಾಮಿ, ಚಂಗಾವರ ರಾಮಲಿಂಗಪ್ಪ, ತಿಮ್ಮಣ್ಣ, ಮುದ್ದಪ್ಪ, ಶ್ರೀಧರ, ಪಾತ ಲಿಂಗಪ್ಪ, ಈರಣ್ಣ, ಮಹಾಲಿಂಗಪ್ಪ, ಗುಮ್ಮನಹಳ್ಳಿ ಅಜ್ಜಣ್ಣ, ಬಿ.ಕೆ.ಪುಟ್ಟಣ್ಣ ಸೇರಿದಂತೆ ಹಲವರು ಉಪಸ್ಥಿತರಿದ್ದರು. xyxy=(45,368,572,500)
story-nagalakshmi-bottom-b: ಮುದಿಗೆರೆ, ತಾಲ್ಲೂಕು ಯುವ ಕಾಂಗ್ರೆಸ್ ಅಧ್ಯಕ್ಷರಾದ ಮಣಿಕಂಠ, ಶಿರಾ ಅಂಗವಿಕಲರ ಸಂಘದ ನಗರ ಅಧ್ಯಕ್ಷರಾದ ಜಗನ್ನಾಥ್, ಶಿರಾ ತಾಯಿ ಮತ್ತು ಮಕ್ಕಳ ಆಸ್ಪತ್ರೆ ಡಾ. ಬಿ.ಎಂ ಗೌಡ, ಸರೋಜ್ ಹೊಸೂರ್ ಸೇರಿದಂತೆ ಹಲವರು ಹಾಜರಿದ್ದರು. xyxy=(1184,541,1467,605)
headline-bharatiya-samskruti-2: ನಮ್ಮೆಲ್ಲರ ಆದ್ಯ ಕರ್ತವ್ಯ : ಎಸ್.ವಿಶ್ವನಾಥ್ xyxy=(678,743,1377,803)
